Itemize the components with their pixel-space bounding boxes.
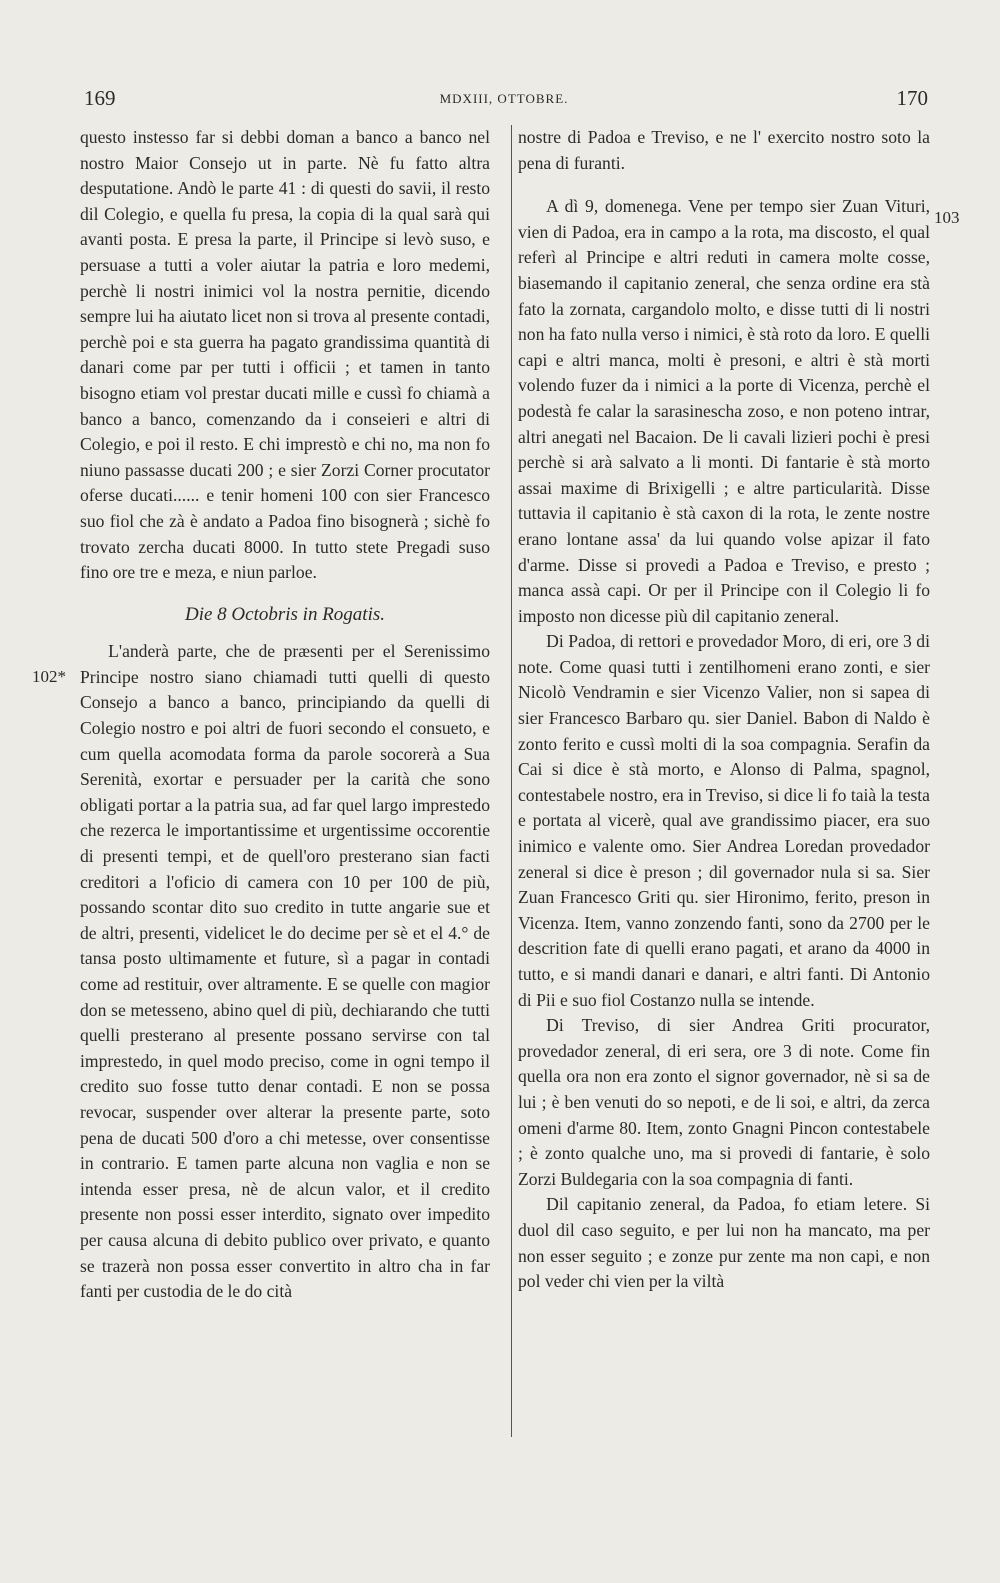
paragraph: L'anderà parte, che de præsenti per el Serenissimo Principe nostro siano chiamadi tutti quelli di questo Consejo a banco a banco, principiando da quelli di Colegio nostro e poi altri de fuori secondo el consueto, e cum quella acomodata forma da parole socorerà a Sua Serenità, exortar e persuader per la carità che sono obligati portar a la patria sua, ad far quel largo imprestedo che rezerca le importantissime et urgentissime occorentie di presenti tempi, et de quell'oro presterano sian facti creditori a l'oficio di camera con 10 per 100 de più, possando scontar dito suo credito in tutte angarie sue et de altri, presenti, videlicet le do decime per sè et el 4.° de tansa posto ultimamente et future, sì a pagar in contadi come ad restituir, over altramente. E se quelle con magior don se metesseno, abino quel di più, dechiarando che tutti quelli presterano al presente possano servirse con tal imprestedo, in quel modo preciso, come in ogni tempo il credito suo fosse tutto denar contadi. E non se possa revocar, suspender over alterar la presente parte, soto pena de ducati 500 d'oro a chi metesse, over consentisse in contrario. E tamen parte alcuna non vaglia e non se intenda esser presa, nè de alcun valor, et il credito presente non possi esser interdito, signato over impedito per causa alcuna di debito publico over privato, e quanto se trazerà non possa esser convertito in altro cha in far fanti per custodia de le do cità — [80, 641, 490, 1302]
column-divider — [511, 125, 512, 1437]
running-title: MDXIII, OTTOBRE. — [439, 91, 569, 106]
paragraph: questo instesso far si debbi doman a banco a banco nel nostro Maior Consejo ut in parte. Nè fu fatto altra desputatione. Andò le parte 41 : di questi do savii, il resto dil Colegio, e quella fu presa, la copia di la qual sarà qui avanti posta. E presa la parte, il Principe si levò suso, e persuase a tutti a voler aiutar la patria e loro medemi, perchè li nostri inimici vol la nostra pernitie, dicendo sempre lui ha aiutato licet non si trova al presente contadi, perchè poi e sta guerra ha pagato grandissima quantità di danari come par per tutti i officii ; et tamen in tanto bisogno etiam vol prestar ducati mille e cussì fo chiamà a banco a banco, comenzando da i conseieri e altri di Colegio, e poi il resto. E chi imprestò e chi no, ma non fo niuno passasse ducati 200 ; e sier Zorzi Corner procutator oferse ducati...... e tenir homeni 100 con sier Francesco suo fiol che zà è andato a Padoa fino bisognerà ; sichè fo trovato zercha ducati 8000. In tutto stete Pregadi suso fino ore tre e meza, e niun parloe. — [80, 127, 490, 583]
paragraph: Dil capitanio zeneral, da Padoa, fo etiam letere. Si duol dil caso seguito, e per lui non ha mancato, ma per non esser seguito ; e zonze pur zente ma non capi, e non pol veder chi vien per la viltà — [518, 1194, 930, 1292]
page-header — [80, 86, 928, 114]
paragraph: nostre di Padoa e Treviso, e ne l' exercito nostro soto la pena di furanti. — [518, 127, 930, 173]
spacer — [518, 176, 930, 194]
paragraph: Di Treviso, di sier Andrea Griti procurator, provedador zeneral, di eri sera, ore 3 di note. Come fin quella ora non era zonto el signor governador, nè si sa de lui ; è ben venuti do so nepoti, e de li soi, e altri, da zerca omeni d'arme 80. Item, zonto Gnagni Pincon contestabele ; è zonto qualche uno, ma si provedi di fantarie, è solo Zorzi Buldegaria con la soa compagnia di fanti. — [518, 1015, 930, 1189]
margin-number-left: 102* — [32, 667, 66, 686]
left-column — [80, 125, 490, 1305]
page-number-left: 169 — [84, 86, 116, 110]
right-column — [518, 125, 930, 1295]
paragraph: A dì 9, domenega. Vene per tempo sier Zuan Vituri, vien di Padoa, era in campo a la rota, ma discosto, el qual referì al Principe e altri reduti in camera molte cosse, biasemando il capitanio zeneral, che senza ordine era stà fato la zornata, cargandolo molto, e disse tutti di li nostri non ha fato nulla verso i nimici, è stà roto da loro. E quelli capi e altri manca, molti è presoni, e altri è stà morti volendo fuzer da i nimici a la porte di Vicenza, perchè el podestà fe calar la sarasinescha zoso, e non poteno intrar, altri anegati nel Bacaion. De li cavali lizieri pochi è presi perchè si arà salvato a li monti. Di fantarie è stà morto assai maxime di Brixigelli ; e altre particularità. Disse tuttavia il capitanio è stà caxon di la rota, le zente nostre erano lontane assa' da lui quando volse apizar il fato d'arme. Disse si provedi a Padoa e Treviso, e presto ; manca assà capi. Or per il Principe con il Colegio li fo imposto non dicesse più dil capitanio zeneral. — [518, 196, 930, 626]
page-number-right: 170 — [896, 86, 928, 110]
section-heading: Die 8 Octobris in Rogatis. — [184, 603, 386, 625]
paragraph: Di Padoa, di rettori e provedador Moro, di eri, ore 3 di note. Come quasi tutti i zentilhomeni erano zonti, e sier Nicolò Vendramin e sier Vicenzo Valier, non si sapea di sier Francesco Barbaro qu. sier Daniel. Babon di Naldo è zonto ferito e cussì molti di la soa compagnia. Serafin da Cai si dice è stà morto, e Alonso di Palma, spagnol, contestabele nostro, era in Treviso, si dice li fo taià la testa e portata al vicerè, qual ave grandissimo piacer, era suo inimico e valente omo. Sier Andrea Loredan provedador zeneral si dice è preson ; dil governador nula si sa. Sier Zuan Francesco Griti qu. sier Hironimo, ferito, preson in Vicenza. Item, vanno zonzendo fanti, sono da 2700 per le descrition fate di quelli erano pagati, et arano da 4000 in tutto, e si mandi danari e danari, e altri fanti. Di Antonio di Pii e suo fiol Costanzo nulla se intende. — [518, 631, 930, 1010]
margin-number-right: 103 — [934, 208, 960, 227]
